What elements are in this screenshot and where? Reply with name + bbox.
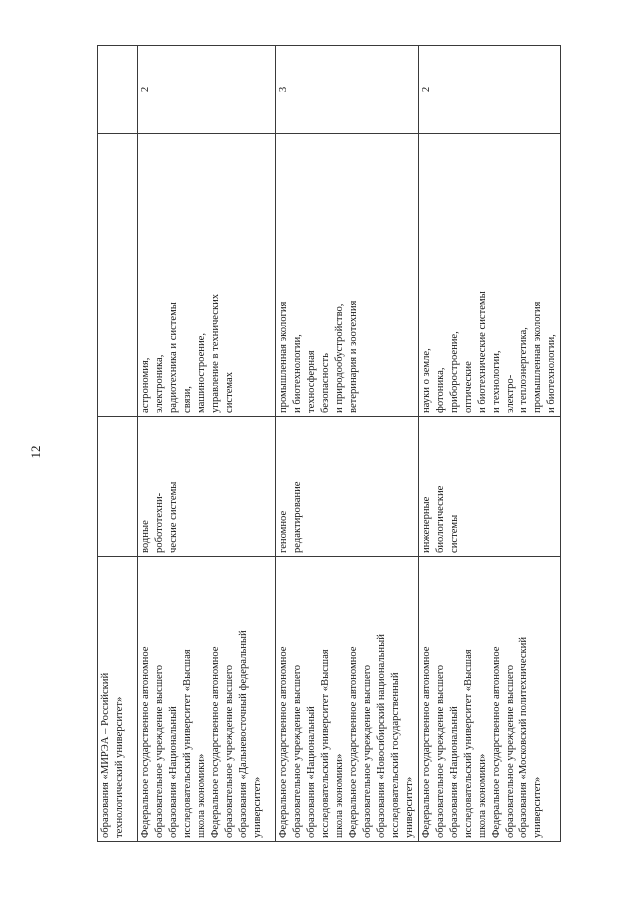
text-line: астрономия, xyxy=(140,357,151,413)
text-line: связи, xyxy=(181,386,193,413)
text-line: и биотехнологии, xyxy=(546,334,558,413)
text-line: водные xyxy=(140,520,151,553)
text-line: Федеральное государственное автономное xyxy=(420,646,432,838)
text-line: науки о земле, xyxy=(420,348,432,413)
rotated-table-container xyxy=(97,46,557,842)
text-line: фотоника, xyxy=(434,367,446,413)
text-line: образовательное учреждение высшего xyxy=(504,664,516,838)
text-line: промышленная экология xyxy=(278,301,289,413)
table-row xyxy=(276,46,419,842)
text-line: технологический университет» xyxy=(113,696,125,838)
program-table xyxy=(97,45,561,842)
text-line: образования «Новосибирский национальный xyxy=(375,634,387,838)
text-line: оптические xyxy=(462,361,474,413)
text-line: образовательное учреждение высшего xyxy=(434,664,446,838)
text-line: образования «Национальный xyxy=(448,706,460,838)
text-line: Федеральное государственное автономное xyxy=(140,646,151,838)
count-value: 3 xyxy=(278,86,289,93)
text-line: приборостроение, xyxy=(448,331,460,413)
direction-cell xyxy=(98,417,138,557)
institution-cell xyxy=(138,557,276,842)
text-line: управление в технических xyxy=(209,293,221,413)
text-line: Федеральное государственное автономное xyxy=(347,646,359,838)
text-line: исследовательский университет «Высшая xyxy=(319,649,331,838)
text-line: и биотехнологии, xyxy=(291,334,303,413)
fields-cell xyxy=(98,134,138,417)
fields-cell xyxy=(138,134,276,417)
direction-cell xyxy=(138,417,276,557)
text-line: редактирование xyxy=(291,481,303,553)
fields-cell xyxy=(276,134,419,417)
text-line: школа экономики» xyxy=(195,753,207,838)
text-line: и природообустройство, xyxy=(333,303,345,413)
text-line: Федеральное государственное автономное xyxy=(490,646,502,838)
text-line: университет» xyxy=(532,776,544,838)
table-row xyxy=(98,46,138,842)
text-line: образования «Московский политехнический xyxy=(518,636,530,838)
text-line: биологические xyxy=(434,485,446,553)
institution-cell xyxy=(276,557,419,842)
text-line: робототехни- xyxy=(153,492,165,553)
fields-cell xyxy=(418,134,561,417)
text-line: радиотехника и системы xyxy=(167,302,179,413)
institution-cell xyxy=(418,557,561,842)
direction-cell xyxy=(418,417,561,557)
count-cell xyxy=(98,46,138,134)
text-line: машиностроение, xyxy=(195,333,207,413)
text-line: образовательное учреждение высшего xyxy=(361,664,373,838)
count-cell xyxy=(276,46,419,134)
text-line: образовательное учреждение высшего xyxy=(223,664,235,838)
text-line: образования «Дальневосточный федеральный xyxy=(237,630,249,838)
text-line: системах xyxy=(223,371,235,413)
text-line: школа экономики» xyxy=(476,753,488,838)
count-cell xyxy=(418,46,561,134)
text-line: техносферная xyxy=(305,350,317,413)
count-value: 2 xyxy=(140,86,151,93)
page-number: 12 xyxy=(28,445,43,459)
text-line: и технологии, xyxy=(490,350,502,413)
text-line: и биотехнические системы xyxy=(476,291,488,413)
text-line: электро- xyxy=(504,374,516,413)
table-body xyxy=(98,46,561,842)
text-line: образовательное учреждение высшего xyxy=(291,664,303,838)
count-value: 2 xyxy=(420,86,432,93)
text-line: исследовательский государственный xyxy=(389,672,401,838)
text-line: геномное xyxy=(278,510,289,553)
text-line: образования «Национальный xyxy=(167,706,179,838)
text-line: промышленная экология xyxy=(532,301,544,413)
text-line: безопасность xyxy=(319,353,331,413)
text-line: системы xyxy=(448,514,460,553)
text-line: школа экономики» xyxy=(333,753,345,838)
table-row xyxy=(138,46,276,842)
text-line: образования «Национальный xyxy=(305,706,317,838)
text-line: Федеральное государственное автономное xyxy=(278,646,289,838)
count-cell xyxy=(138,46,276,134)
text-line: исследовательский университет «Высшая xyxy=(462,649,474,838)
text-line: образования «МИРЭА – Российский xyxy=(100,672,111,838)
text-line: исследовательский университет «Высшая xyxy=(181,649,193,838)
table-frame xyxy=(97,46,557,842)
text-line: электроника, xyxy=(153,354,165,413)
text-line: инженерные xyxy=(420,496,432,553)
table-row xyxy=(418,46,561,842)
institution-cell xyxy=(98,557,138,842)
text-line: ческие системы xyxy=(167,481,179,553)
text-line: университет» xyxy=(403,776,415,838)
text-line: образовательное учреждение высшего xyxy=(153,664,165,838)
text-line: и теплоэнергетика, xyxy=(518,327,530,413)
text-line: университет» xyxy=(251,776,263,838)
direction-cell xyxy=(276,417,419,557)
text-line: ветеринария и зоотехния xyxy=(347,300,359,413)
text-line: Федеральное государственное автономное xyxy=(209,646,221,838)
